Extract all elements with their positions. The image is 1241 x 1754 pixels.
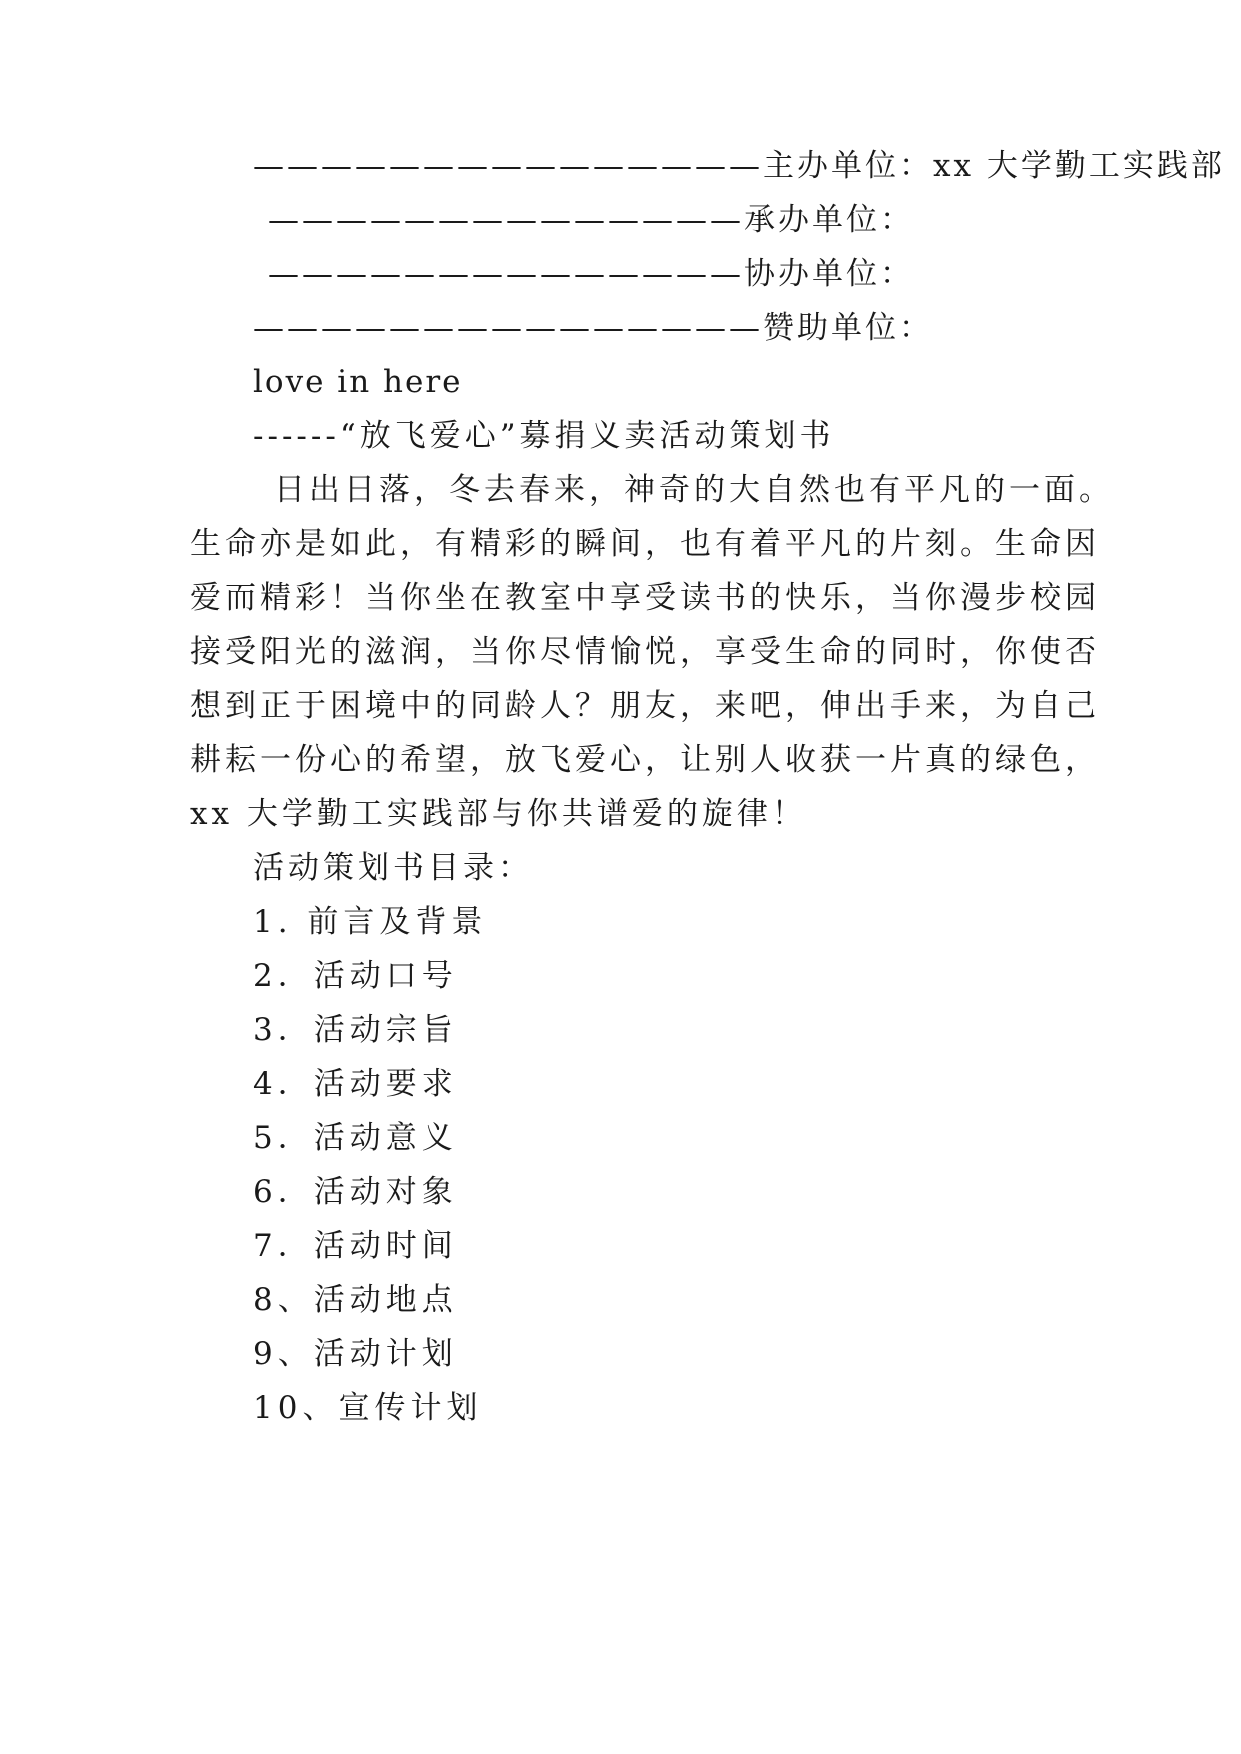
toc-item: 4．活动要求	[253, 1066, 458, 1102]
toc-heading: 活动策划书目录：	[253, 850, 533, 886]
document-title: ------“放飞爱心”募捐义卖活动策划书	[253, 418, 835, 454]
toc-item: 7．活动时间	[253, 1228, 458, 1264]
toc-item: 9、活动计划	[253, 1336, 458, 1372]
organizer-line: ———————————————主办单位：xx 大学勤工实践部	[253, 148, 1225, 184]
slogan: love in here	[253, 364, 463, 400]
toc-item: 10、宣传计划	[253, 1390, 483, 1426]
toc-item: 1. 前言及背景	[253, 904, 488, 940]
toc-item: 2．活动口号	[253, 958, 458, 994]
intro-line: 爱而精彩！当你坐在教室中享受读书的快乐，当你漫步校园	[190, 580, 1100, 616]
sponsor-line: ———————————————赞助单位：	[253, 310, 933, 346]
intro-line: 耕耘一份心的希望，放飞爱心，让别人收获一片真的绿色，	[190, 742, 1100, 778]
intro-line: 生命亦是如此，有精彩的瞬间，也有着平凡的片刻。生命因	[190, 526, 1100, 562]
intro-line: xx 大学勤工实践部与你共谱爱的旋律！	[190, 796, 807, 832]
intro-line: 想到正于困境中的同龄人？朋友，来吧，伸出手来，为自己	[190, 688, 1100, 724]
assisting-organizer-line: ——————————————协办单位：	[268, 256, 914, 292]
toc-item: 8、活动地点	[253, 1282, 458, 1318]
intro-line: 日出日落，冬去春来，神奇的大自然也有平凡的一面。	[274, 472, 1114, 508]
toc-item: 5．活动意义	[253, 1120, 458, 1156]
intro-line: 接受阳光的滋润，当你尽情愉悦，享受生命的同时，你使否	[190, 634, 1100, 670]
toc-item: 6．活动对象	[253, 1174, 458, 1210]
toc-item: 3．活动宗旨	[253, 1012, 458, 1048]
co-organizer-line: ——————————————承办单位：	[268, 202, 914, 238]
